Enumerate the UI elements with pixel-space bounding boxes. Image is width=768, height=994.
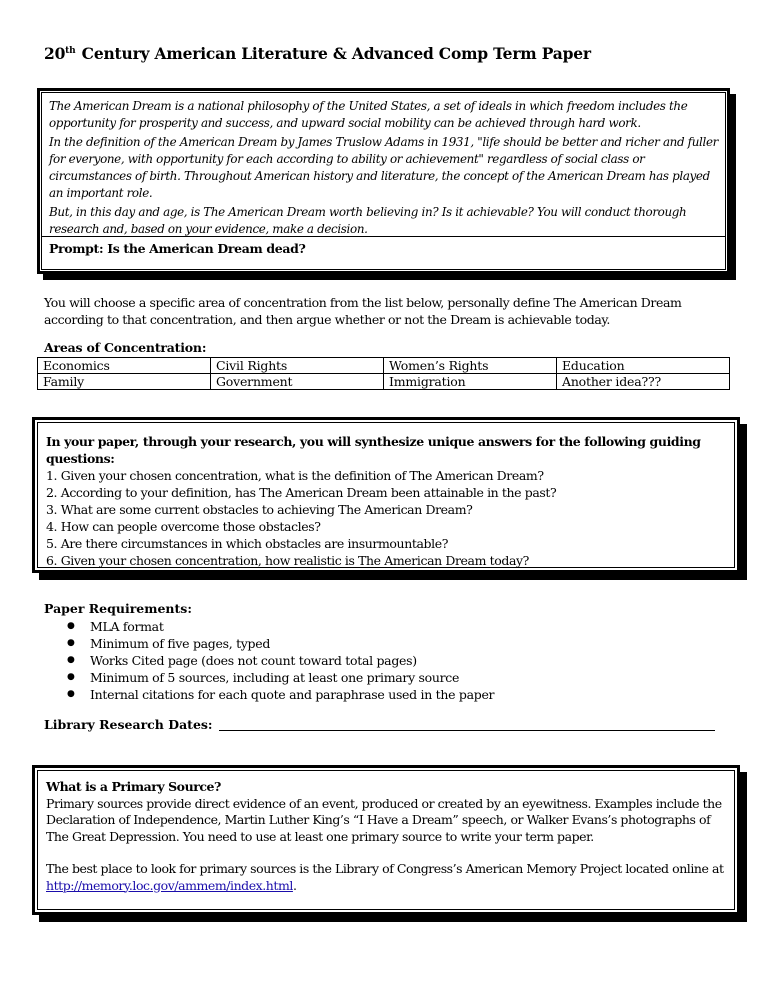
- page-title: [44, 44, 744, 63]
- instructions-paragraph: You will choose a specific area of concentration from the list below, personally define The American Dream according to that concentration, and then argue whether or not the Dream is achievable today.: [44, 295, 682, 327]
- primary-source-paragraph-2-end: .: [292, 877, 297, 893]
- library-dates-label: Library Research Dates:: [44, 717, 217, 732]
- table-cell: Another idea???: [557, 374, 730, 390]
- title-text: Century American Literature & Advanced Comp Term Paper: [76, 44, 591, 63]
- guiding-questions-list: [46, 467, 726, 569]
- table-cell: Education: [557, 358, 730, 374]
- list-item-text: Minimum of 5 sources, including at least one primary source: [90, 670, 460, 685]
- table-cell: Civil Rights: [211, 358, 384, 374]
- bullet-icon: ●: [67, 621, 75, 631]
- table-row: [38, 358, 730, 374]
- primary-source-paragraph-2-text: The best place to look for primary sources is the Library of Congress’s American Memory Project located online at: [46, 861, 724, 876]
- table-cell: Economics: [38, 358, 211, 374]
- prompt-divider: [42, 236, 725, 237]
- title-number: 20: [44, 44, 66, 63]
- table-cell: Government: [211, 374, 384, 390]
- primary-source-paragraph-2: [46, 861, 726, 894]
- intro-box: [37, 88, 730, 274]
- list-item: [44, 669, 494, 686]
- table-cell: Immigration: [384, 374, 557, 390]
- list-item-text: MLA format: [90, 619, 164, 634]
- american-memory-link[interactable]: http://memory.loc.gov/ammem/index.html: [46, 877, 293, 893]
- library-dates: [44, 717, 715, 732]
- requirements-label: Paper Requirements:: [44, 601, 192, 616]
- bullet-icon: ●: [67, 672, 75, 682]
- title-ordinal-suffix: th: [65, 46, 76, 56]
- list-item: 6. Given your chosen concentration, how realistic is The American Dream today?: [46, 553, 529, 568]
- primary-source-paragraph-1: Primary sources provide direct evidence of an event, produced or created by an eyewitness. Examples include the Declaration of Independence, Martin Luther King’s “I Have a Dream” speech, or Walker Evans’s photographs of The Great Depression. You need to use at least one primary source to write your term paper.: [46, 795, 722, 844]
- table-cell: Women’s Rights: [384, 358, 557, 374]
- list-item-text: Internal citations for each quote and paraphrase used in the paper: [90, 687, 495, 702]
- list-item: [44, 686, 494, 703]
- primary-source-heading: What is a Primary Source?: [46, 779, 221, 794]
- areas-label: Areas of Concentration:: [44, 340, 207, 355]
- guiding-questions-inner: [37, 422, 735, 568]
- bullet-icon: ●: [67, 655, 75, 665]
- list-item-text: Works Cited page (does not count toward total pages): [90, 653, 417, 668]
- areas-table: [37, 357, 730, 390]
- library-dates-blank-line[interactable]: [219, 718, 715, 731]
- list-item: 3. What are some current obstacles to achieving The American Dream?: [46, 502, 473, 517]
- primary-source-inner: [37, 770, 735, 910]
- paragraph-spacer: [46, 845, 726, 861]
- intro-box-inner: [41, 92, 726, 270]
- list-item: 2. According to your definition, has The American Dream been attainable in the past?: [46, 485, 557, 500]
- guiding-questions-heading: In your paper, through your research, you will synthesize unique answers for the following guiding questions:: [46, 434, 701, 466]
- table-cell: Family: [38, 374, 211, 390]
- list-item: [44, 618, 494, 635]
- bullet-icon: ●: [67, 638, 75, 648]
- list-item: 4. How can people overcome those obstacles?: [46, 519, 321, 534]
- table-row: [38, 374, 730, 390]
- list-item: 1. Given your chosen concentration, what is the definition of The American Dream?: [46, 468, 544, 483]
- primary-source-box: [32, 765, 740, 915]
- guiding-questions-box: [32, 417, 740, 573]
- list-item: [44, 652, 494, 669]
- bullet-icon: ●: [67, 689, 75, 699]
- list-item: [44, 635, 494, 652]
- intro-paragraph-2: In the definition of the American Dream by James Truslow Adams in 1931, "life should be better and richer and fuller for everyone, with opportunity for each according to ability or achievement" regardless of social class or circumstances of birth. Throughout American history and literature, the concept of the American Dream has played an important role.: [49, 135, 718, 200]
- list-item: 5. Are there circumstances in which obstacles are insurmountable?: [46, 536, 449, 551]
- requirements-list: [44, 618, 494, 703]
- prompt-text: Prompt: Is the American Dream dead?: [49, 241, 306, 256]
- intro-paragraph-1: The American Dream is a national philosophy of the United States, a set of ideals in which freedom includes the opportunity for prosperity and success, and upward social mobility can be achieved through hard work.: [49, 99, 688, 130]
- list-item-text: Minimum of five pages, typed: [90, 636, 271, 651]
- intro-paragraph-3: But, in this day and age, is The American Dream worth believing in? Is it achievable? You will conduct thorough research and, based on your evidence, make a decision.: [49, 205, 687, 236]
